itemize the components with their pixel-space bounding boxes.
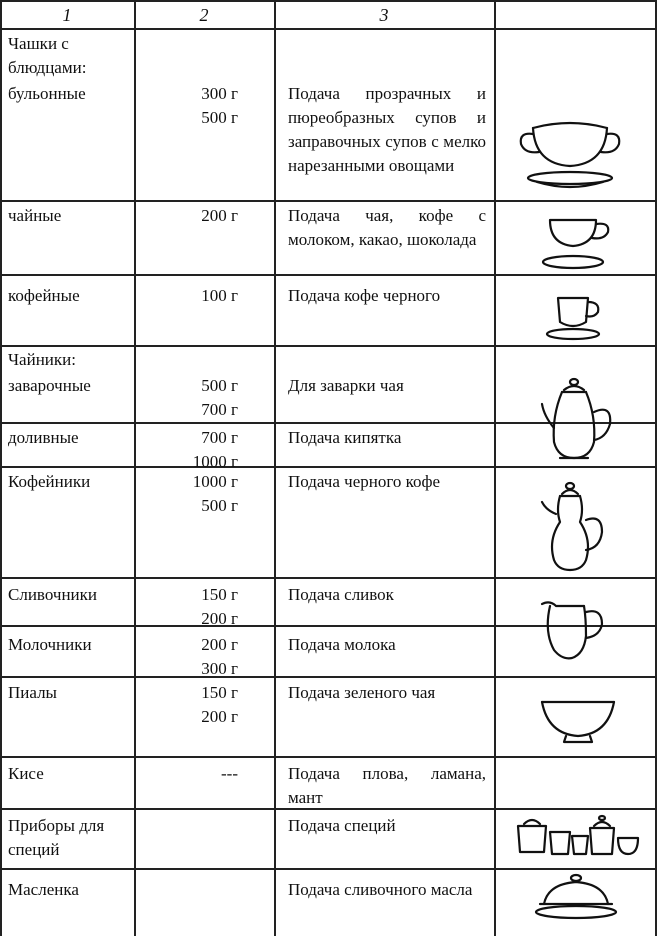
item-volume: 200 г (201, 206, 238, 225)
item-volume: 1000 г 500 г (192, 472, 238, 515)
column-divider (0, 0, 2, 936)
row-divider (0, 756, 657, 758)
row-divider (0, 28, 657, 30)
row-divider (0, 274, 657, 276)
item-name: Приборы для специй (8, 816, 105, 859)
row-divider (0, 466, 657, 468)
header-col-2: 2 (199, 5, 209, 25)
item-volume: 150 г 200 г (201, 585, 238, 628)
row-divider (0, 676, 657, 678)
row-divider (0, 868, 657, 870)
column-divider (274, 0, 276, 936)
item-name: Молочники (8, 635, 92, 654)
item-volume: 500 г 700 г (201, 376, 238, 419)
spice-set-icon (510, 812, 642, 860)
section-title-cups: Чашки с блюдцами: (8, 34, 87, 77)
item-volume: 700 г 1000 г (192, 428, 238, 471)
row-divider (0, 200, 657, 202)
section-title-teapots: Чайники: (8, 350, 76, 369)
item-volume: --- (221, 764, 238, 783)
butter-dish-icon (530, 872, 624, 924)
item-name: чайные (8, 206, 62, 225)
teapot-icon (540, 376, 620, 466)
item-purpose: Подача специй (288, 816, 396, 835)
item-purpose: Подача плова, ламана, мант (288, 764, 486, 807)
row-divider (0, 577, 657, 579)
column-divider (494, 0, 496, 936)
item-purpose: Подача кипятка (288, 428, 402, 447)
item-purpose: Подача кофе черного (288, 286, 441, 305)
row-divider (0, 345, 657, 347)
broth-cup-with-saucer-icon (515, 116, 625, 194)
item-name: Сливочники (8, 585, 97, 604)
item-volume: 300 г 500 г (201, 84, 238, 127)
item-name: Пиалы (8, 683, 57, 702)
item-name: Кофейники (8, 472, 91, 491)
item-purpose: Для заварки чая (288, 376, 404, 395)
item-purpose: Подача черного кофе (288, 472, 441, 491)
item-name: доливные (8, 428, 79, 447)
item-purpose: Подача молока (288, 635, 396, 654)
coffee-pot-icon (540, 480, 610, 576)
tea-cup-with-saucer-icon (538, 214, 618, 274)
item-purpose: Подача сливочного масла (288, 880, 473, 899)
coffee-cup-with-saucer-icon (540, 292, 610, 344)
header-col-3: 3 (379, 5, 389, 25)
header-col-1: 1 (62, 5, 72, 25)
item-name: заварочные (8, 376, 91, 395)
item-name: кофейные (8, 286, 80, 305)
piala-bowl-icon (538, 696, 618, 746)
item-name: Масленка (8, 880, 79, 899)
item-purpose: Подача сливок (288, 585, 394, 604)
item-purpose: Подача зеленого чая (288, 683, 436, 702)
item-purpose: Подача прозрачных и пюреобразных супов и заправочных супов с мелко нарезанными овощами (288, 84, 486, 175)
item-volume: 150 г 200 г (201, 683, 238, 726)
item-name: бульонные (8, 84, 86, 103)
item-name: Кисе (8, 764, 44, 783)
creamer-icon (540, 596, 610, 662)
item-volume: 100 г (201, 286, 238, 305)
item-purpose: Подача чая, кофе с молоком, какао, шоколада (288, 206, 486, 249)
item-volume: 200 г 300 г (201, 635, 238, 678)
column-divider (134, 0, 136, 936)
